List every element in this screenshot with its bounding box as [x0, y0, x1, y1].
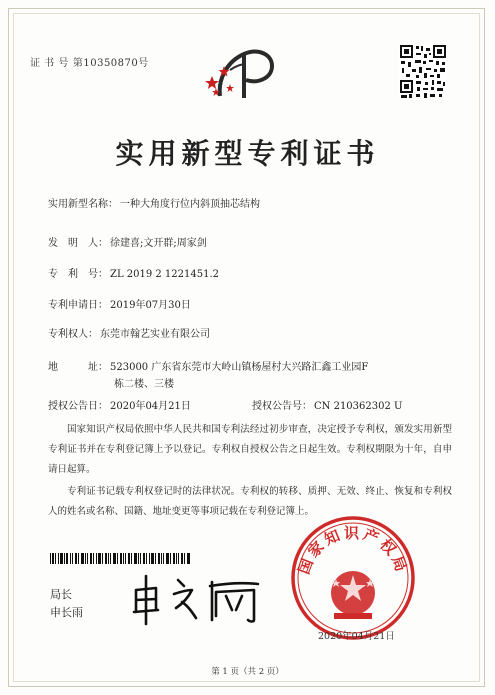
page-number: 第 1 页（共 2 页） [211, 667, 284, 677]
field-grant-date [48, 397, 191, 412]
field-value: 2020年04月21日 [110, 401, 191, 412]
field-label: 授权公告日： [48, 401, 108, 412]
director-name: 申长雨 [50, 606, 83, 619]
field-label: 地 址： [48, 362, 108, 373]
field-label: 专利申请日： [48, 300, 108, 311]
patent-office-emblem-icon [200, 40, 280, 104]
official-seal-icon [288, 513, 418, 643]
field-label: 授权公告号： [252, 401, 312, 412]
field-grant-number [252, 397, 402, 412]
certificate-number-label: 证 书 号 [30, 58, 69, 69]
field-patent-number [48, 265, 219, 280]
seal-text: 国家知识产权局 [294, 524, 412, 577]
legal-status-paragraph: 专利证书记载专利权登记时的法律状况。专利权的转移、质押、无效、终止、恢复和专利权人的姓名或名称、国籍、地址变更等事项记载在专利登记簿上。 [48, 486, 452, 517]
field-patent-holder [48, 325, 210, 340]
field-filing-date [48, 296, 191, 311]
field-label: 实用新型名称： [48, 199, 118, 210]
field-utility-model-name [48, 195, 260, 210]
field-address [48, 358, 368, 373]
field-label: 发 明 人： [48, 238, 108, 249]
field-value: 徐建喜;文开群;周家剑 [110, 238, 207, 249]
director-signature-icon [130, 568, 270, 626]
field-value: 523000 广东省东莞市大岭山镇杨屋村大兴路汇鑫工业园F [110, 362, 369, 373]
director-title: 局长 [50, 588, 72, 601]
grant-statement-paragraph: 国家知识产权局依照中华人民共和国专利法经过初步审查，决定授予专利权，颁发实用新型专利证书并在专利登记簿上予以登记。专利权自授权公告之日起生效。专利权期限为十年，自申请日起算。 [48, 424, 452, 475]
field-label: 专利权人： [48, 329, 98, 340]
field-value: 一种大角度行位内斜顶抽芯结构 [120, 199, 260, 210]
field-value: ZL 2019 2 1221451.2 [110, 269, 220, 280]
barcode-icon [50, 553, 190, 564]
field-label: 专 利 号： [48, 269, 108, 280]
certificate-title: 实用新型专利证书 [115, 137, 380, 170]
certificate-number [30, 54, 149, 69]
field-inventor [48, 234, 207, 249]
field-value: 东莞市翰艺实业有限公司 [100, 329, 210, 340]
field-value: 2019年07月30日 [110, 300, 191, 311]
certificate-number-value: 第10350870号 [72, 58, 149, 69]
field-value: CN 210362302 U [314, 401, 403, 412]
qr-code-icon [399, 44, 447, 100]
seal-date: 2020年04月21日 [318, 631, 395, 642]
field-address-line2: 栋二楼、三楼 [114, 379, 174, 390]
